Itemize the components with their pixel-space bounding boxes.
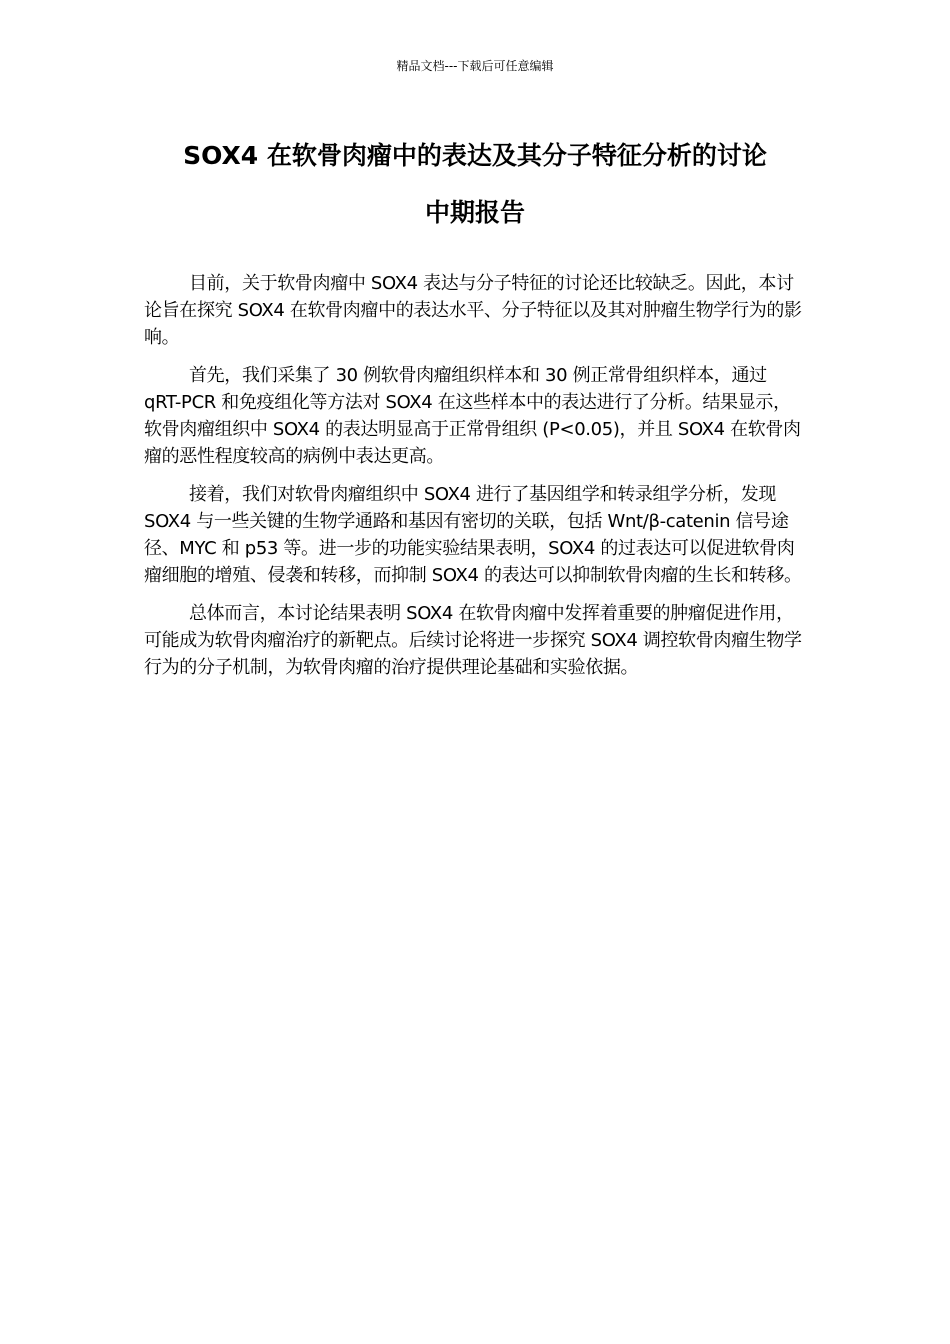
paragraph-2: 首先，我们采集了 30 例软骨肉瘤组织样本和 30 例正常骨组织样本，通过 qRT-PCR 和免疫组化等方法对 SOX4 在这些样本中的表达进行了分析。结果显示，软骨肉瘤组织中 SOX4 的表达明显高于正常骨组织 (P<0.05)，并且 SOX4 在软骨肉瘤的恶性程度较高的病例中表达更高。 bbox=[144, 365, 801, 467]
paragraph-1: 目前，关于软骨肉瘤中 SOX4 表达与分子特征的讨论还比较缺乏。因此，本讨论旨在探究 SOX4 在软骨肉瘤中的表达水平、分子特征以及其对肿瘤生物学行为的影响。 bbox=[144, 273, 802, 348]
document-title-line-2: 中期报告 bbox=[424, 198, 525, 227]
document-title-line-1: SOX4 在软骨肉瘤中的表达及其分子特征分析的讨论 bbox=[183, 141, 767, 170]
paragraph-3: 接着，我们对软骨肉瘤组织中 SOX4 进行了基因组学和转录组学分析，发现 SOX4 与一些关键的生物学通路和基因有密切的关联，包括 Wnt/β-catenin 信号途径、MYC 和 p53 等。进一步的功能实验结果表明，SOX4 的过表达可以促进软骨肉瘤细胞的增殖、侵袭和转移，而抑制 SOX4 的表达可以抑制软骨肉瘤的生长和转移。 bbox=[144, 484, 802, 586]
document-body bbox=[144, 270, 808, 692]
paragraph-4: 总体而言，本讨论结果表明 SOX4 在软骨肉瘤中发挥着重要的肿瘤促进作用，可能成为软骨肉瘤治疗的新靶点。后续讨论将进一步探究 SOX4 调控软骨肉瘤生物学行为的分子机制，为软骨肉瘤的治疗提供理论基础和实验依据。 bbox=[144, 603, 802, 678]
header-note: 精品文档---下载后可任意编辑 bbox=[396, 59, 554, 73]
